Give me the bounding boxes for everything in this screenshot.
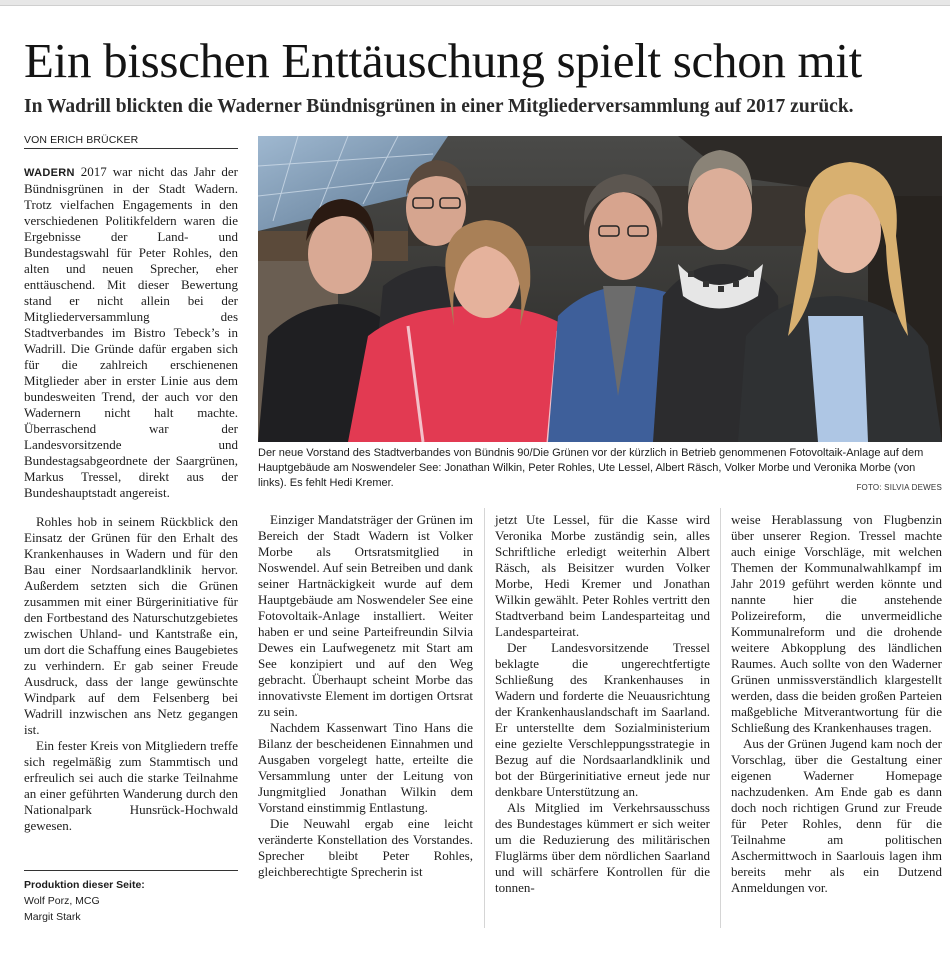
lead-text: 2017 war nicht das Jahr der Bündnisgrünen in der Stadt Wadern. Trotz vielfachen Engagements in den verschiedenen Politikfeldern waren die Ergebnisse der Land- und Bundestagswahl für Peter Rohles, den alten und neuen Sprecher, eher enttäuschend. Mit dieser Bewertung stand er nicht allein bei der Mitgliederversammlung des Stadtverbandes im Bistro Tebeck’s in Wadrill. Die Gründe dafür ergaben sich für die zahlreich erschienenen Mitglieder aber in erster Linie aus dem bundesweiten Trend, der auch vor den Wadernern nicht halt machte. Überraschend war der Landesvorsitzende und Bundestagsabgeordnete der Saargrünen, Markus Tressel, direkt aus der Bundeshauptstadt angereist. [24,164,238,500]
production-title: Produktion dieser Seite: [24,879,145,891]
paragraph: Die Neuwahl ergab eine leicht veränderte Konstellation des Vorstandes. Sprecher bleibt Peter Rohles, gleichberechtigte Sprecherin ist [258,816,473,879]
paragraph: Nachdem Kassenwart Tino Hans die Bilanz der bescheidenen Einnahmen und Ausgaben vorgelegt hatte, erteilte die Versammlung unter der Leitung von Jungmitglied Jonathan Wilkin dem Vorstand einstimmig Entlastung. [258,720,473,815]
production-name: Wolf Porz, MCG [24,895,100,907]
paragraph: Als Mitglied im Verkehrsausschuss des Bundestages kümmert er sich weiter um die Reduzierung des militärischen Fluglärms über dem nördlichen Saarland und will schärfere Kontrollen für die tonnen- [495,800,710,895]
paragraph: jetzt Ute Lessel, für die Kasse wird Veronika Morbe zuständig sein, alles Schriftliche erledigt weiterhin Albert Räsch, als Beisitzer wurden Volker Morbe, Hedi Kremer und Jonathan Wilkin gewählt. Peter Rohles vertritt den Stadtverband beim Landesparteitag und Landesparteirat. [495,512,710,639]
paragraph: Rohles hob in seinem Rückblick den Einsatz der Grünen für den Erhalt des Krankenhauses in Wadern und für den Bau einer Nordsaarlandklinik hervor. Außerdem setzten sich die Grünen zusammen mit einer Bürgerinitiative für den Fortbestand des Naturschutzgebietes zwischen Uhland- und Kantstraße ein, um dort die Schaffung eines Baugebietes zu verhindern. Er gab seiner Freude Ausdruck, dass der lange gewünschte Windpark auf dem Felsenberg bei Wadrill inzwischen ans Netz gegangen ist. [24,514,238,737]
group-photo [258,136,942,442]
subheadline: In Wadrill blickten die Waderner Bündnisgrünen in einer Mitgliederversammlung auf 2017 zurück. [24,96,854,117]
paragraph: Der Landesvorsitzende Tressel beklagte die ungerechtfertigte Schließung des Krankenhauses in Wadern und forderte die Neuausrichtung der Krankenhauslandschaft im Saarland. Er unterstellte dem Sozialministerium eine gezielte Verschleppungsstrategie in Bezug auf die Nordsaarlandklinik und bot der Bürgerinitiative erneut jede nur denkbare Unterstützung an. [495,640,710,799]
column-divider [484,508,485,928]
paragraph: Einziger Mandatsträger der Grünen im Bereich der Stadt Wadern ist Volker Morbe als Ortsratsmitglied in Noswendel. Auf sein Betreiben und dank seiner Hartnäckigkeit wurde auf dem Hauptgebäude am Noswendeler See eine Fotovoltaik-Anlage installiert. Weiter haben er und seine Parteifreundin Silvia Dewes ein Laufwegenetz mit Start am See konzipiert und auf den Weg gebracht. Überhaupt scheint Morbe das innovativste Element im dortigen Ortsrat zu sein. [258,512,473,719]
article-column-3 [495,512,710,896]
lead-column [24,164,238,501]
previous-page-strip [0,0,950,6]
article-column-4 [731,512,942,896]
column-divider [720,508,721,928]
paragraph: Aus der Grünen Jugend kam noch der Vorschlag, über die Gestaltung einer eigenen Waderner Homepage nachzudenken. Am Ende gab es dann doch noch richtigen Grund zur Freude für Peter Rohles, denn für die Teilnahme am politischen Aschermittwoch in Saarlouis lagen ihm bereits mehr als ein Dutzend Anmeldungen vor. [731,736,942,895]
production-name: Margit Stark [24,911,81,923]
byline: VON ERICH BRÜCKER [24,134,238,149]
production-credits [24,870,238,925]
paragraph: Ein fester Kreis von Mitgliedern treffe sich regelmäßig zum Stammtisch und erfreulich sei auch die starke Teilnahme an einer geführten Wanderung durch den Nationalpark Hunsrück-Hochwald gewesen. [24,738,238,833]
article-column-2 [258,512,473,880]
photo-credit: FOTO: SILVIA DEWES [856,483,942,492]
photo-caption: Der neue Vorstand des Stadtverbandes von Bündnis 90/Die Grünen vor der kürzlich in Betrieb genommenen Fotovoltaik-Anlage auf dem Hauptgebäude am Noswendeler See: Jonathan Wilkin, Peter Rohles, Ute Lessel, Albert Räsch, Volker Morbe und Veronika Morbe (von links). Es fehlt Hedi Kremer. [258,447,924,489]
lead-paragraph [24,164,238,501]
article-column-1 [24,514,238,834]
headline: Ein bisschen Enttäuschung spielt schon mit [24,33,862,88]
dateline: WADERN [24,167,75,179]
paragraph: weise Herablassung von Flugbenzin über unserer Region. Tressel machte auch einige Vorschläge, mit welchen Themen der Kommunalwahlkampf im Jahr 2019 geführt werden könnte und nannte hier die anstehende Polizeireform, die unvermeidliche Kommunalreform und die drohende weitere Abkopplung des ländlichen Raumes. Auch sollte von den Waderner Grünen unmissverständlich klargestellt werden, dass die beiden großen Parteien maßgebliche Mitverantwortung für die Schließung des Krankenhauses tragen. [731,512,942,735]
